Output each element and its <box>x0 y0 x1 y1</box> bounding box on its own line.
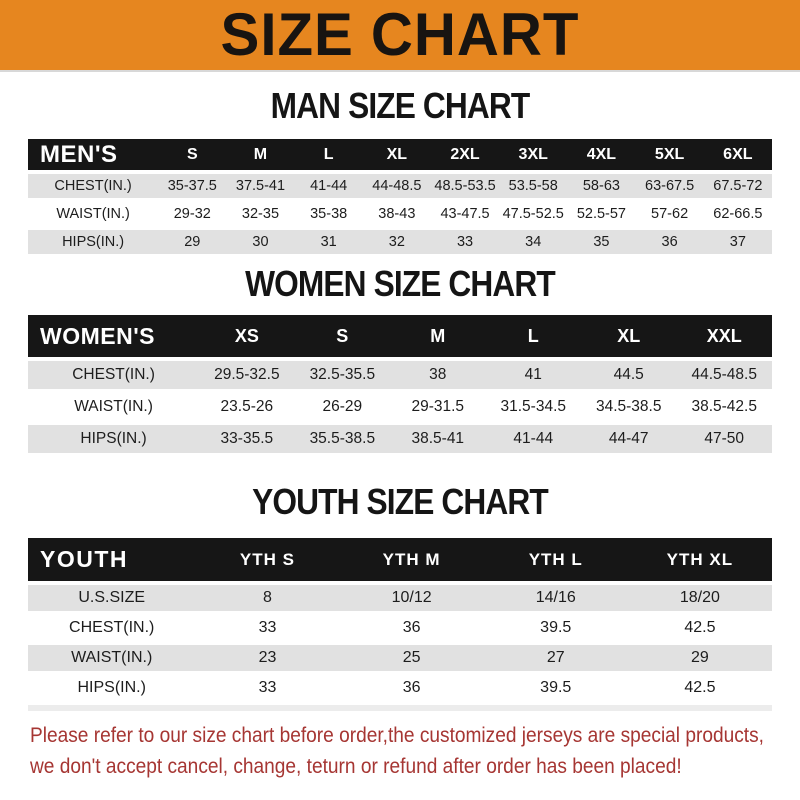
table-row <box>28 675 772 701</box>
table-cell: 58-63 <box>567 174 635 198</box>
disclaimer-note <box>0 720 800 782</box>
table-header-label: MEN'S <box>28 139 158 170</box>
column-header: XL <box>363 139 431 170</box>
table-cell: 43-47.5 <box>431 202 499 226</box>
table-header-row <box>28 139 772 170</box>
table-row <box>28 174 772 198</box>
table-cell: 23.5-26 <box>199 393 294 421</box>
table-cell: 47.5-52.5 <box>499 202 567 226</box>
column-header: 6XL <box>704 139 772 170</box>
table-cell: 35 <box>567 230 635 254</box>
column-header: S <box>158 139 226 170</box>
banner-title: SIZE CHART <box>220 1 580 68</box>
disclaimer-line-2: we don't accept cancel, change, teturn or refund after order has been placed! <box>30 755 682 778</box>
table-cell: 32 <box>363 230 431 254</box>
table-row <box>28 230 772 254</box>
size-table <box>28 311 772 457</box>
table-cell: 42.5 <box>628 675 772 701</box>
table-cell: 39.5 <box>484 615 628 641</box>
table-cell: 29 <box>628 645 772 671</box>
man-section-heading: MAN SIZE CHART <box>270 85 530 126</box>
table-cell: 33 <box>195 675 339 701</box>
column-header: S <box>295 315 390 357</box>
table-cell: 52.5-57 <box>567 202 635 226</box>
table-cell: 14/16 <box>484 585 628 611</box>
row-label: WAIST(IN.) <box>28 393 199 421</box>
size-chart-banner <box>0 0 800 72</box>
table-row <box>28 645 772 671</box>
column-header: YTH M <box>340 538 484 581</box>
table-cell: 29 <box>158 230 226 254</box>
table-cell: 36 <box>636 230 704 254</box>
table-header-row <box>28 538 772 581</box>
table-cell: 62-66.5 <box>704 202 772 226</box>
table-cell: 38-43 <box>363 202 431 226</box>
table-cell: 57-62 <box>636 202 704 226</box>
column-header: XL <box>581 315 676 357</box>
row-label: U.S.SIZE <box>28 585 195 611</box>
row-label: CHEST(IN.) <box>28 361 199 389</box>
column-header: 2XL <box>431 139 499 170</box>
table-cell: 33 <box>195 615 339 641</box>
table-cell: 41-44 <box>486 425 581 453</box>
table-cell: 33 <box>431 230 499 254</box>
table-cell: 25 <box>340 645 484 671</box>
table-row <box>28 361 772 389</box>
table-row <box>28 425 772 453</box>
size-table <box>28 534 772 705</box>
table-cell: 31 <box>295 230 363 254</box>
table-cell: 29-31.5 <box>390 393 485 421</box>
table-row <box>28 615 772 641</box>
table-cell: 23 <box>195 645 339 671</box>
table-cell: 10/12 <box>340 585 484 611</box>
table-cell: 41-44 <box>295 174 363 198</box>
table-cell: 29.5-32.5 <box>199 361 294 389</box>
table-cell: 42.5 <box>628 615 772 641</box>
row-label: WAIST(IN.) <box>28 645 195 671</box>
table-cell: 37.5-41 <box>226 174 294 198</box>
row-label: CHEST(IN.) <box>28 174 158 198</box>
table-cell: 44.5-48.5 <box>676 361 772 389</box>
table-cell: 41 <box>486 361 581 389</box>
youth-size-table <box>28 534 772 711</box>
table-cell: 35-37.5 <box>158 174 226 198</box>
table-cell: 48.5-53.5 <box>431 174 499 198</box>
row-label: HIPS(IN.) <box>28 425 199 453</box>
table-cell: 33-35.5 <box>199 425 294 453</box>
column-header: YTH L <box>484 538 628 581</box>
women-section-heading: WOMEN SIZE CHART <box>245 263 555 304</box>
table-cell: 36 <box>340 615 484 641</box>
table-cell: 8 <box>195 585 339 611</box>
women-size-table <box>28 311 772 457</box>
row-label: WAIST(IN.) <box>28 202 158 226</box>
table-cell: 26-29 <box>295 393 390 421</box>
row-label: HIPS(IN.) <box>28 230 158 254</box>
table-cell: 47-50 <box>676 425 772 453</box>
table-cell: 44.5 <box>581 361 676 389</box>
column-header: L <box>486 315 581 357</box>
table-header-row <box>28 315 772 357</box>
row-label: HIPS(IN.) <box>28 675 195 701</box>
column-header: M <box>226 139 294 170</box>
table-row <box>28 393 772 421</box>
table-cell: 38.5-42.5 <box>676 393 772 421</box>
disclaimer-line-1: Please refer to our size chart before order,the customized jerseys are special products, <box>30 724 764 747</box>
table-cell: 39.5 <box>484 675 628 701</box>
table-cell: 34 <box>499 230 567 254</box>
table-cell: 32-35 <box>226 202 294 226</box>
table-header-label: YOUTH <box>28 538 195 581</box>
table-header-label: WOMEN'S <box>28 315 199 357</box>
table-cell: 27 <box>484 645 628 671</box>
column-header: XS <box>199 315 294 357</box>
table-cell: 44-47 <box>581 425 676 453</box>
table-cell: 30 <box>226 230 294 254</box>
youth-section-heading: YOUTH SIZE CHART <box>252 481 548 522</box>
size-table <box>28 135 772 258</box>
table-cell: 18/20 <box>628 585 772 611</box>
table-cell: 44-48.5 <box>363 174 431 198</box>
table-row <box>28 585 772 611</box>
table-cell: 35-38 <box>295 202 363 226</box>
table-cell: 29-32 <box>158 202 226 226</box>
table-cell: 35.5-38.5 <box>295 425 390 453</box>
column-header: L <box>295 139 363 170</box>
column-header: 4XL <box>567 139 635 170</box>
table-cell: 32.5-35.5 <box>295 361 390 389</box>
men-size-table <box>28 135 772 258</box>
row-label: CHEST(IN.) <box>28 615 195 641</box>
table-cell: 67.5-72 <box>704 174 772 198</box>
column-header: 5XL <box>636 139 704 170</box>
column-header: XXL <box>676 315 772 357</box>
table-cell: 37 <box>704 230 772 254</box>
column-header: 3XL <box>499 139 567 170</box>
table-cell: 34.5-38.5 <box>581 393 676 421</box>
table-cell: 38 <box>390 361 485 389</box>
table-row <box>28 202 772 226</box>
table-cell: 36 <box>340 675 484 701</box>
table-cell: 53.5-58 <box>499 174 567 198</box>
table-cell: 31.5-34.5 <box>486 393 581 421</box>
column-header: M <box>390 315 485 357</box>
column-header: YTH XL <box>628 538 772 581</box>
table-cell: 38.5-41 <box>390 425 485 453</box>
table-cell: 63-67.5 <box>636 174 704 198</box>
column-header: YTH S <box>195 538 339 581</box>
